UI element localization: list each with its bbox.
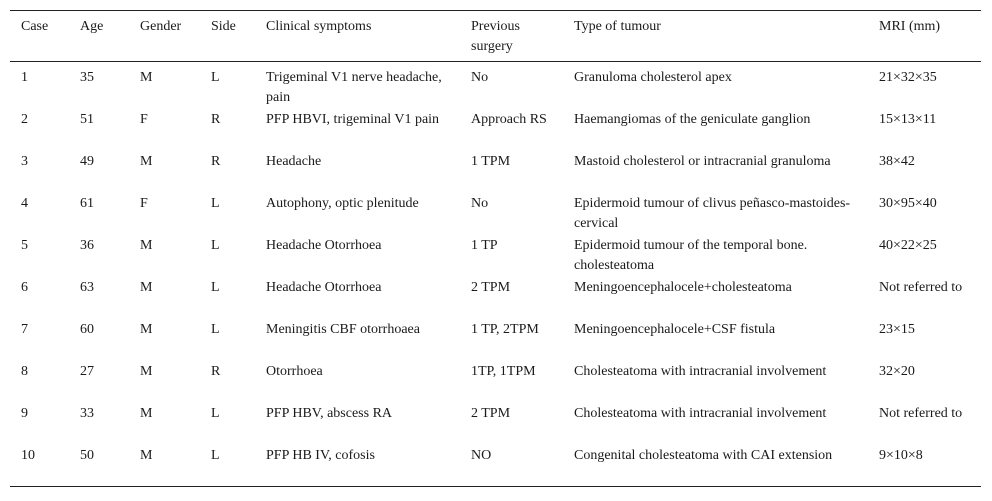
table-row (10, 402, 981, 444)
table-row (10, 360, 981, 402)
table-cell: Headache Otorrhoea (266, 238, 382, 253)
table-cell: R (211, 154, 221, 169)
table-cell: F (140, 112, 148, 127)
table-cell: 60 (80, 322, 94, 337)
table-cell: 1 TP (471, 238, 498, 253)
column-header: Previous surgery (471, 19, 520, 54)
table-cell: 3 (21, 154, 28, 169)
table-cell: NO (471, 448, 492, 463)
table-cell: 51 (80, 112, 94, 127)
table-cell: No (471, 196, 489, 211)
table-cell: PFP HBVI, trigeminal V1 pain (266, 112, 440, 127)
table-body (10, 62, 981, 487)
column-header: MRI (mm) (879, 19, 941, 34)
table-row (10, 150, 981, 192)
table-cell: Meningoencephalocele+cholesteatoma (574, 280, 792, 295)
table-cell: 33 (80, 406, 94, 421)
table-cell: 7 (21, 322, 28, 337)
table-row (10, 318, 981, 360)
table-cell: 1 TPM (471, 154, 511, 169)
table-cell: 49 (80, 154, 94, 169)
table-cell: L (211, 448, 220, 463)
table-row (10, 108, 981, 150)
table-cell: Cholesteatoma with intracranial involvement (574, 364, 827, 379)
table-cell: 30×95×40 (879, 196, 937, 211)
table-cell: Granuloma cholesterol apex (574, 70, 732, 85)
table-cell: Meningitis CBF otorrhoaea (266, 322, 420, 337)
column-header: Age (80, 19, 104, 34)
table-cell: M (140, 154, 153, 169)
table-cell: 36 (80, 238, 94, 253)
table-cell: L (211, 196, 220, 211)
table-cell: PFP HB IV, cofosis (266, 448, 375, 463)
table-cell: 61 (80, 196, 94, 211)
table-cell: 50 (80, 448, 94, 463)
column-header: Clinical symptoms (266, 19, 372, 34)
table-cell: 1 (21, 70, 28, 85)
table-cell: Meningoencephalocele+CSF fistula (574, 322, 776, 337)
table-cell: 2 (21, 112, 28, 127)
table-cell: 27 (80, 364, 94, 379)
table-cell: No (471, 70, 489, 85)
table-cell: L (211, 280, 220, 295)
table-cell: 6 (21, 280, 28, 295)
table-row (10, 62, 981, 109)
table-row (10, 192, 981, 234)
table-cell: Not referred to (879, 280, 963, 295)
table-cell: M (140, 448, 153, 463)
table-cell: 23×15 (879, 322, 915, 337)
table-cell: Haemangiomas of the geniculate ganglion (574, 112, 811, 127)
table-cell: 4 (21, 196, 28, 211)
table-cell: R (211, 112, 221, 127)
table-cell: 5 (21, 238, 28, 253)
table-cell: M (140, 280, 153, 295)
table-cell: 2 TPM (471, 406, 511, 421)
table-cell: 15×13×11 (879, 112, 937, 127)
table-cell: 9 (21, 406, 28, 421)
table-cell: Mastoid cholesterol or intracranial granuloma (574, 154, 831, 169)
table-cell: Epidermoid tumour of the temporal bone. cholesteatoma (574, 238, 808, 273)
table-cell: Headache (266, 154, 322, 169)
table-cell: Headache Otorrhoea (266, 280, 382, 295)
table-cell: F (140, 196, 148, 211)
table-cell: 1 TP, 2TPM (471, 322, 539, 337)
table-cell: Congenital cholesteatoma with CAI extension (574, 448, 833, 463)
table-cell: 35 (80, 70, 94, 85)
table-cell: L (211, 406, 220, 421)
table-cell: Not referred to (879, 406, 963, 421)
table-cell: Trigeminal V1 nerve headache, pain (266, 70, 442, 105)
column-header: Gender (140, 19, 182, 34)
table-cell: 9×10×8 (879, 448, 923, 463)
table-cell: 40×22×25 (879, 238, 937, 253)
table-cell: Cholesteatoma with intracranial involvement (574, 406, 827, 421)
column-header: Case (21, 19, 49, 34)
table-cell: Otorrhoea (266, 364, 323, 379)
table-row (10, 276, 981, 318)
table-cell: M (140, 406, 153, 421)
header-row (10, 11, 981, 62)
table-container (10, 10, 981, 487)
table-cell: L (211, 322, 220, 337)
column-header: Type of tumour (574, 19, 661, 34)
table-cell: 21×32×35 (879, 70, 937, 85)
table-cell: M (140, 238, 153, 253)
table-cell: R (211, 364, 221, 379)
table-cell: 32×20 (879, 364, 915, 379)
table-cell: M (140, 70, 153, 85)
table-cell: 1TP, 1TPM (471, 364, 536, 379)
table-cell: L (211, 70, 220, 85)
table-cell: Approach RS (471, 112, 547, 127)
table-cell: 8 (21, 364, 28, 379)
table-cell: 63 (80, 280, 94, 295)
table-cell: Autophony, optic plenitude (266, 196, 419, 211)
case-table (10, 10, 981, 487)
table-cell: M (140, 322, 153, 337)
table-cell: 38×42 (879, 154, 915, 169)
table-row (10, 234, 981, 276)
table-row (10, 444, 981, 487)
table-cell: 10 (21, 448, 35, 463)
table-cell: PFP HBV, abscess RA (266, 406, 393, 421)
table-cell: M (140, 364, 153, 379)
table-cell: 2 TPM (471, 280, 511, 295)
table-cell: L (211, 238, 220, 253)
column-header: Side (211, 19, 236, 34)
table-cell: Epidermoid tumour of clivus peñasco-mastoides-cervical (574, 196, 851, 231)
